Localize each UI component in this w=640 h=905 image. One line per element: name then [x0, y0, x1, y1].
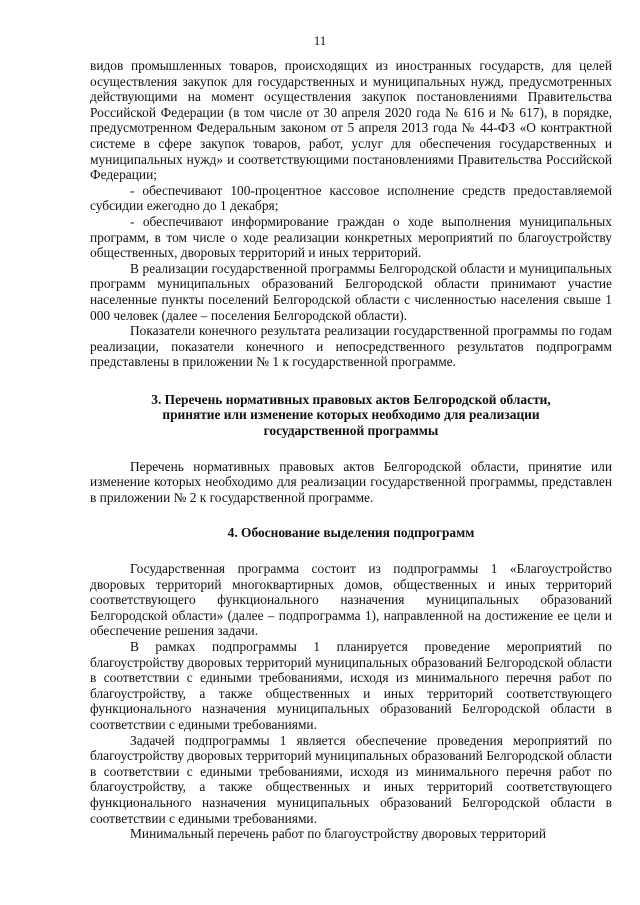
spacer — [90, 439, 612, 459]
spacer — [90, 370, 612, 392]
paragraph: видов промышленных товаров, происходящих из иностранных государств, для целей осуществления закупок для государственных и муниципальных нужд, предусмотренных действующими на момент осуществления закупок постановлениями Правительства Российской Федерации (в том числе от 30 апреля 2020 года № 616 и № 617), в порядке, предусмотренном Федеральным законом от 5 апреля 2013 года № 44-ФЗ «О контрактной системе в сфере закупок товаров, работ, услуг для обеспечения государственных и муниципальных нужд» и соответствующими постановлениями Правительства Российской Федерации; — [90, 58, 612, 183]
paragraph: Государственная программа состоит из подпрограммы 1 «Благоустройство дворовых территорий многоквартирных домов, общественных и иных территорий соответствующего функционального назначения муниципальных образований Белгородской области» (далее – подпрограмма 1), направленной на достижение ее цели и обеспечение решения задачи. — [90, 561, 612, 639]
paragraph: В рамках подпрограммы 1 планируется проведение мероприятий по благоустройству дворовых территорий муниципальных образований Белгородской области в соответствии с едиными требованиями, исходя из минимального перечня работ по благоустройству, а также общественных и иных территорий соответствующего функционального назначения муниципальных образований Белгородской области в соответствии с едиными требованиями. — [90, 639, 612, 732]
paragraph: - обеспечивают 100-процентное кассовое исполнение средств предоставляемой субсидии ежегодно до 1 декабря; — [90, 182, 612, 214]
heading-line: государственной программы — [263, 423, 439, 439]
heading-line: принятие или изменение которых необходимо для реализации — [162, 407, 540, 423]
page-number: 11 — [313, 33, 327, 48]
paragraph: - обеспечивают информирование граждан о ходе выполнения муниципальных программ, в том числе о ходе реализации конкретных мероприятий по благоустройству общественных, дворовых территорий и иных территорий. — [90, 213, 612, 261]
spacer — [90, 541, 612, 561]
section-3-heading — [90, 392, 612, 439]
paragraph: Перечень нормативных правовых актов Белгородской области, принятие или изменение которых необходимо для реализации государственной программы, представлен в приложении № 2 к государственной программе. — [90, 458, 612, 505]
paragraph: Задачей подпрограммы 1 является обеспечение проведения мероприятий по благоустройству дворовых территорий муниципальных образований Белгородской области в соответствии с едиными требованиями, исходя из минимального перечня работ по благоустройству, а также общественных и иных территорий соответствующего функционального назначения муниципальных образований Белгородской области в соответствии с едиными требованиями. — [90, 732, 612, 826]
document-body — [90, 58, 612, 842]
spacer — [90, 505, 612, 525]
section-4-heading: 4. Обоснование выделения подпрограмм — [227, 525, 475, 541]
paragraph: В реализации государственной программы Белгородской области и муниципальных программ муниципальных образований Белгородской области принимают участие населенные пункты поселений Белгородской области с численностью населения свыше 1 000 человек (далее – поселения Белгородской области). — [90, 260, 612, 323]
paragraph: Минимальный перечень работ по благоустройству дворовых территорий — [130, 826, 547, 842]
paragraph: Показатели конечного результата реализации государственной программы по годам реализации, показатели конечного и непосредственного результатов подпрограмм представлены в приложении № 1 к государственной программе. — [90, 323, 612, 370]
heading-line: 3. Перечень нормативных правовых актов Белгородской области, — [151, 391, 551, 407]
